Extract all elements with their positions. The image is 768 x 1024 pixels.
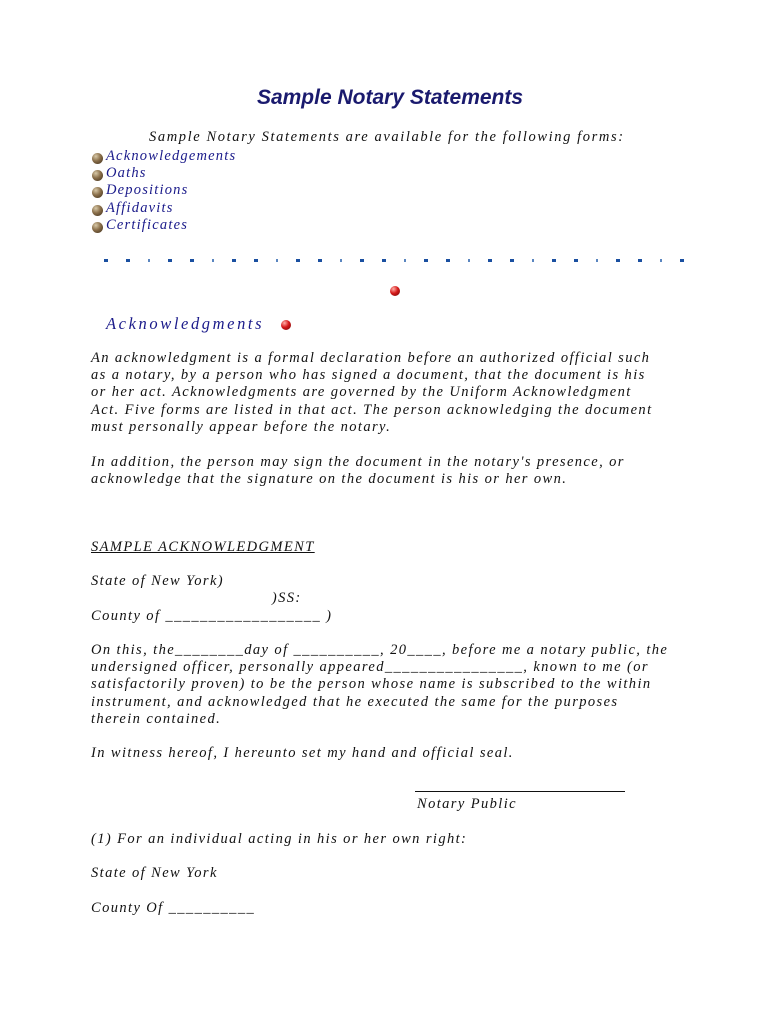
divider-dot: [638, 259, 642, 262]
red-ball-icon: [281, 320, 291, 330]
link-certificates[interactable]: Certificates: [106, 216, 189, 233]
divider-dot: [424, 259, 428, 262]
red-ball-icon: [390, 286, 400, 296]
venue-state: State of New York): [91, 573, 225, 589]
divider-dot: [616, 259, 620, 262]
divider-dot: [660, 259, 662, 262]
section-heading: Acknowledgments: [106, 314, 265, 333]
county-line: County Of __________: [91, 900, 256, 916]
divider-dot: [340, 259, 342, 262]
divider-dot: [190, 259, 194, 262]
divider-dot: [552, 259, 556, 262]
divider-dot: [468, 259, 470, 262]
list-item: [92, 200, 236, 217]
acknowledgment-body: On this, the________day of __________, 20____, before me a notary public, the undersigned officer, personally appeared________________, known to me (or satisfactorily proven) to be the person whose name is subscribed to the within instrument, and acknowledged that he executed the same for the purposes therein contained.: [91, 642, 669, 727]
sample-heading: SAMPLE ACKNOWLEDGMENT: [91, 539, 315, 555]
divider-dot: [360, 259, 364, 262]
divider-dot: [212, 259, 214, 262]
divider-dot: [168, 259, 172, 262]
divider-dot: [126, 259, 130, 262]
divider-dot: [596, 259, 598, 262]
divider-dot: [318, 259, 322, 262]
link-depositions[interactable]: Depositions: [106, 182, 189, 199]
divider-dot: [104, 259, 108, 262]
divider-dot: [232, 259, 236, 262]
acknowledgment-addition: In addition, the person may sign the document in the notary's presence, or acknowledge that the signature on the document is his or her own.: [91, 454, 625, 488]
witness-text: In witness hereof, I hereunto set my hand and official seal.: [91, 745, 514, 761]
venue-ss: )SS:: [91, 590, 302, 606]
divider-dot: [276, 259, 278, 262]
divider-dot: [404, 259, 406, 262]
individual-heading: (1) For an individual acting in his or her own right:: [91, 831, 468, 847]
acknowledgment-definition: An acknowledgment is a formal declaration before an authorized official such as a notary, by a person who has signed a document, that the document is his or her act. Acknowledgments are governed by the Uniform Acknowledgment Act. Five forms are listed in that act. The person acknowledging the document must personally appear before the notary.: [91, 350, 653, 435]
divider-dot: [488, 259, 492, 262]
bullet-ball-icon: [92, 170, 103, 181]
divider-dot: [574, 259, 578, 262]
divider-dot: [296, 259, 300, 262]
page-title: Sample Notary Statements: [256, 86, 524, 109]
bullet-ball-icon: [92, 153, 103, 164]
link-affidavits[interactable]: Affidavits: [106, 199, 174, 216]
divider-dot: [446, 259, 450, 262]
divider-dot: [510, 259, 514, 262]
list-item: [92, 182, 236, 199]
bullet-ball-icon: [92, 222, 103, 233]
bullet-ball-icon: [92, 187, 103, 198]
state-line: State of New York: [91, 865, 218, 881]
list-item: [92, 165, 236, 182]
notary-label: Notary Public: [417, 796, 517, 812]
list-item: [92, 148, 236, 165]
bullet-ball-icon: [92, 205, 103, 216]
venue-county: County of __________________ ): [91, 608, 333, 624]
divider-dot: [254, 259, 258, 262]
divider-dot: [382, 259, 386, 262]
forms-link-list: [92, 148, 236, 234]
link-acknowledgements[interactable]: Acknowledgements: [106, 148, 237, 165]
divider-dot: [148, 259, 150, 262]
divider-dot: [532, 259, 534, 262]
divider-dot: [680, 259, 684, 262]
link-oaths[interactable]: Oaths: [106, 165, 147, 182]
list-item: [92, 217, 236, 234]
dotted-divider: [104, 259, 684, 263]
intro-text: Sample Notary Statements are available for the following forms:: [149, 129, 625, 145]
signature-line: [415, 791, 625, 792]
